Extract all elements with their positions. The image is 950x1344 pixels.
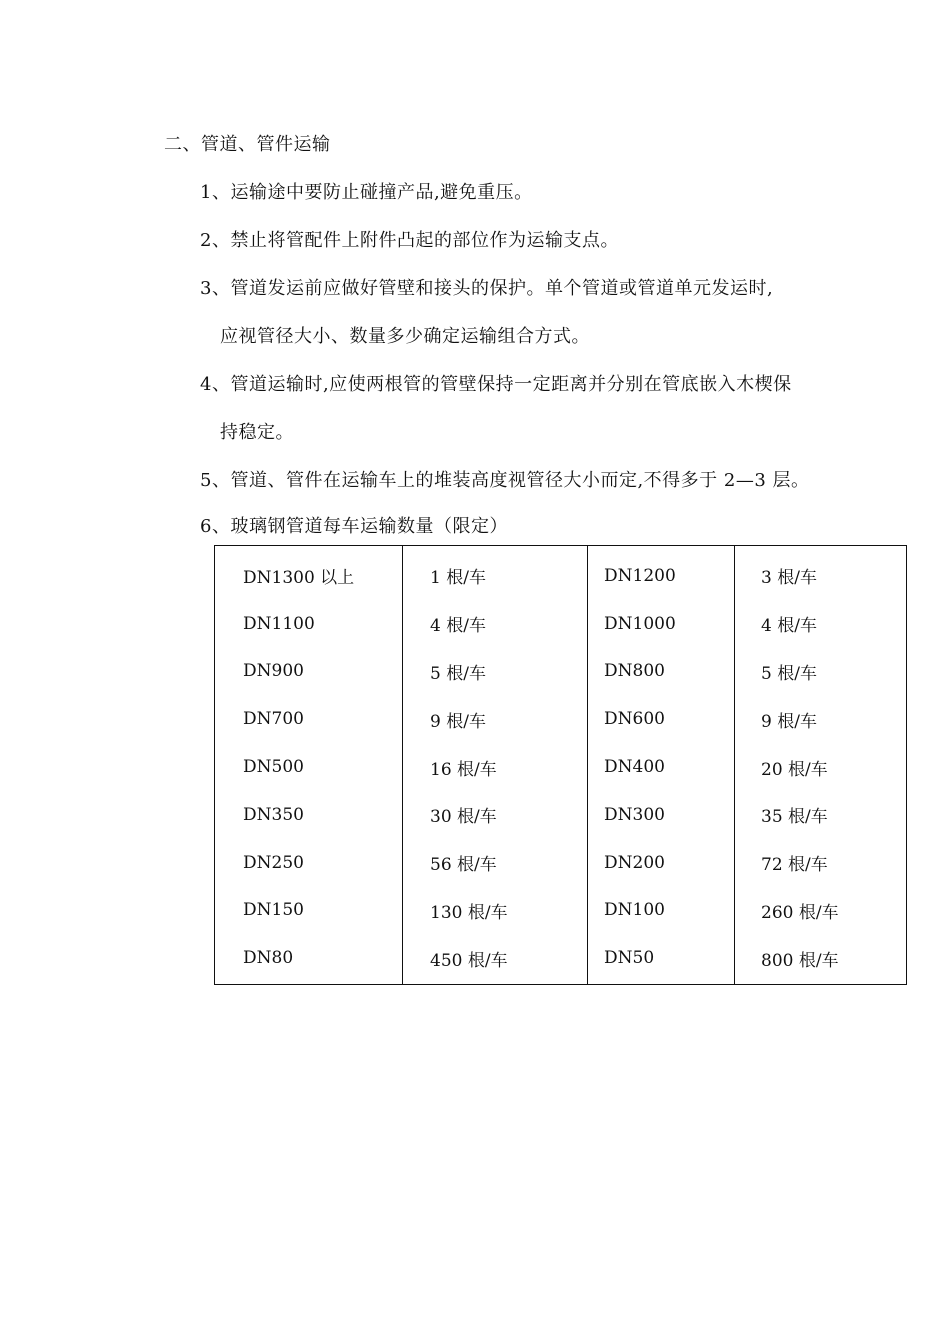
table-cell: 9 根/车 — [761, 711, 817, 732]
paragraph-item-1: 1、运输途中要防止碰撞产品,避免重压。 — [200, 182, 533, 203]
table-cell: DN100 — [588, 887, 735, 935]
table-cell: 56 根/车 — [403, 839, 588, 887]
table-cell: 16 根/车 — [403, 743, 588, 791]
table-row — [215, 648, 907, 696]
table-cell: 130 根/车 — [403, 887, 588, 935]
paragraph-item-3-line-2: 应视管径大小、数量多少确定运输组合方式。 — [220, 326, 590, 347]
table-cell: 35 根/车 — [761, 807, 828, 828]
table-cell: DN1000 — [588, 600, 735, 648]
paragraph-item-6: 6、玻璃钢管道每车运输数量（限定） — [200, 516, 508, 537]
table-cell: 5 根/车 — [403, 648, 588, 696]
table-cell: DN200 — [588, 839, 735, 887]
table-cell: 260 根/车 — [761, 902, 839, 923]
table-row — [215, 600, 907, 648]
table-row — [215, 546, 907, 600]
table-row — [215, 695, 907, 743]
table-cell: DN600 — [588, 695, 735, 743]
table-cell: 4 根/车 — [761, 616, 817, 637]
table-cell: 450 根/车 — [403, 934, 588, 984]
table-cell: 3 根/车 — [761, 568, 817, 589]
table-row — [215, 791, 907, 839]
table-cell: 20 根/车 — [761, 759, 828, 780]
table-cell: DN250 — [215, 839, 403, 887]
paragraph-item-4-line-2: 持稳定。 — [220, 422, 294, 443]
table-cell: DN500 — [215, 743, 403, 791]
table-cell: DN800 — [588, 648, 735, 696]
table-cell: DN50 — [588, 934, 735, 984]
table-row — [215, 887, 907, 935]
table-cell: DN1100 — [215, 600, 403, 648]
table-cell: 4 根/车 — [403, 600, 588, 648]
table-cell: DN1300 以上 — [215, 546, 403, 600]
table-cell: DN80 — [215, 934, 403, 984]
paragraph-item-5: 5、管道、管件在运输车上的堆装高度视管径大小而定,不得多于 2—3 层。 — [200, 470, 810, 491]
paragraph-item-2: 2、禁止将管配件上附件凸起的部位作为运输支点。 — [200, 230, 619, 251]
table-cell: DN400 — [588, 743, 735, 791]
table-cell: DN150 — [215, 887, 403, 935]
table-cell: 800 根/车 — [761, 950, 839, 971]
paragraph-item-4-line-1: 4、管道运输时,应使两根管的管壁保持一定距离并分别在管底嵌入木楔保 — [200, 374, 792, 395]
transport-quantity-table — [214, 545, 907, 985]
table-cell: DN350 — [215, 791, 403, 839]
table-cell: 30 根/车 — [403, 791, 588, 839]
table-cell: 9 根/车 — [403, 695, 588, 743]
section-heading: 二、管道、管件运输 — [164, 134, 331, 155]
table-cell: 72 根/车 — [761, 855, 828, 876]
table-row — [215, 934, 907, 984]
table-cell: DN1200 — [588, 546, 735, 600]
table-row — [215, 743, 907, 791]
table-cell: DN700 — [215, 695, 403, 743]
table-row — [215, 839, 907, 887]
table-cell: DN300 — [588, 791, 735, 839]
table-cell: 1 根/车 — [403, 546, 588, 600]
paragraph-item-3-line-1: 3、管道发运前应做好管壁和接头的保护。单个管道或管道单元发运时, — [200, 278, 774, 299]
table-cell: DN900 — [215, 648, 403, 696]
table-cell: 5 根/车 — [761, 663, 817, 684]
